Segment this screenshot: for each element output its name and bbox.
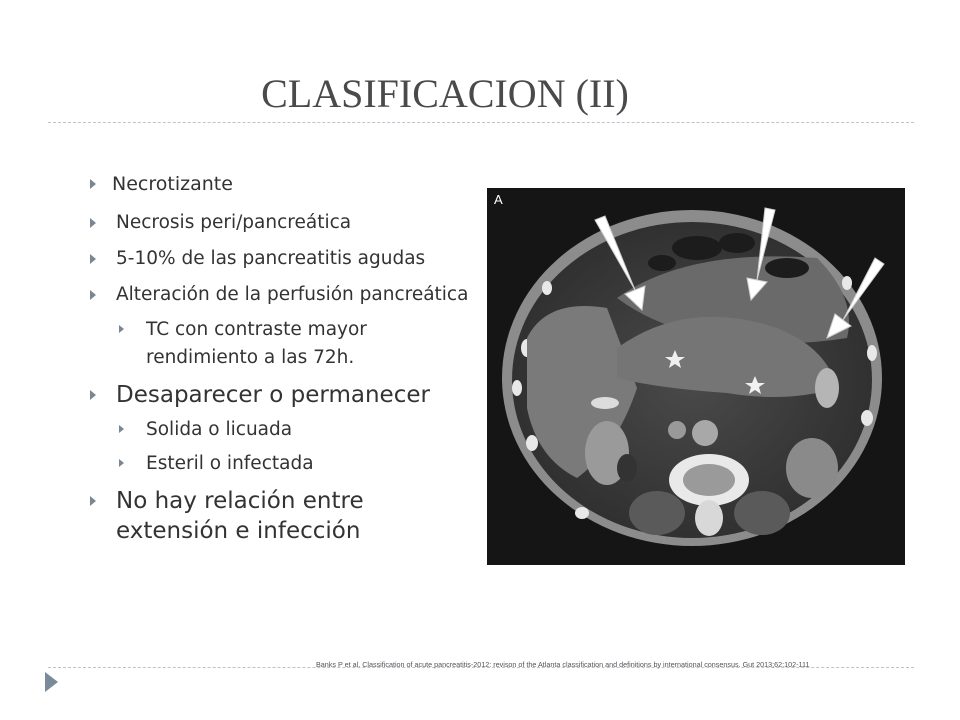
- bullet-text: Necrosis peri/pancreática: [116, 212, 352, 233]
- bullet-arrow-icon: [90, 290, 96, 300]
- bullet-text: Desaparecer o permanecer: [116, 382, 430, 408]
- ct-scan-image: [487, 188, 905, 565]
- bullet-text: No hay relación entre extensión e infección: [116, 488, 364, 544]
- bullet-arrow-icon: [90, 390, 96, 400]
- bullet-list: [86, 172, 476, 546]
- bullet-level1-necrotizante: [86, 172, 476, 196]
- image-panel-label: A: [494, 192, 503, 207]
- title-divider: [48, 122, 914, 123]
- bullet-level3-tc: [86, 316, 476, 372]
- ct-scan-drawing: [487, 188, 905, 565]
- bullet-level3-solida: [86, 416, 476, 444]
- bullet-text: Alteración de la perfusión pancreática: [116, 284, 469, 305]
- bullet-level2-percentage: [86, 244, 476, 274]
- bullet-arrow-icon: [119, 325, 124, 333]
- bullet-arrow-icon: [119, 459, 124, 467]
- bullet-level2-relacion: [86, 486, 476, 546]
- citation-text: Banks P et al. Classification of acute pancreatitis-2012: revison of the Atlanta classification and definitions by international consensus. Gut 2013;62:102-111: [316, 660, 810, 669]
- bullet-text: 5-10% de las pancreatitis agudas: [116, 248, 426, 269]
- bullet-text: TC con contraste mayor rendimiento a las 72h.: [146, 319, 367, 368]
- bullet-arrow-icon: [90, 496, 96, 506]
- bullet-text: Necrotizante: [112, 173, 233, 195]
- bullet-arrow-icon: [90, 179, 96, 189]
- bullet-text: Esteril o infectada: [146, 453, 314, 474]
- bullet-arrow-icon: [119, 425, 124, 433]
- bullet-level3-esteril: [86, 450, 476, 478]
- bullet-text: Solida o licuada: [146, 419, 293, 440]
- nav-arrow-icon: [45, 672, 58, 692]
- bullet-level2-perfusion: [86, 280, 476, 310]
- bullet-level2-necrosis: [86, 208, 476, 238]
- bullet-arrow-icon: [90, 218, 96, 228]
- bullet-arrow-icon: [90, 254, 96, 264]
- bullet-level2-desaparecer: [86, 380, 476, 410]
- slide-title: CLASIFICACION (II): [261, 71, 629, 116]
